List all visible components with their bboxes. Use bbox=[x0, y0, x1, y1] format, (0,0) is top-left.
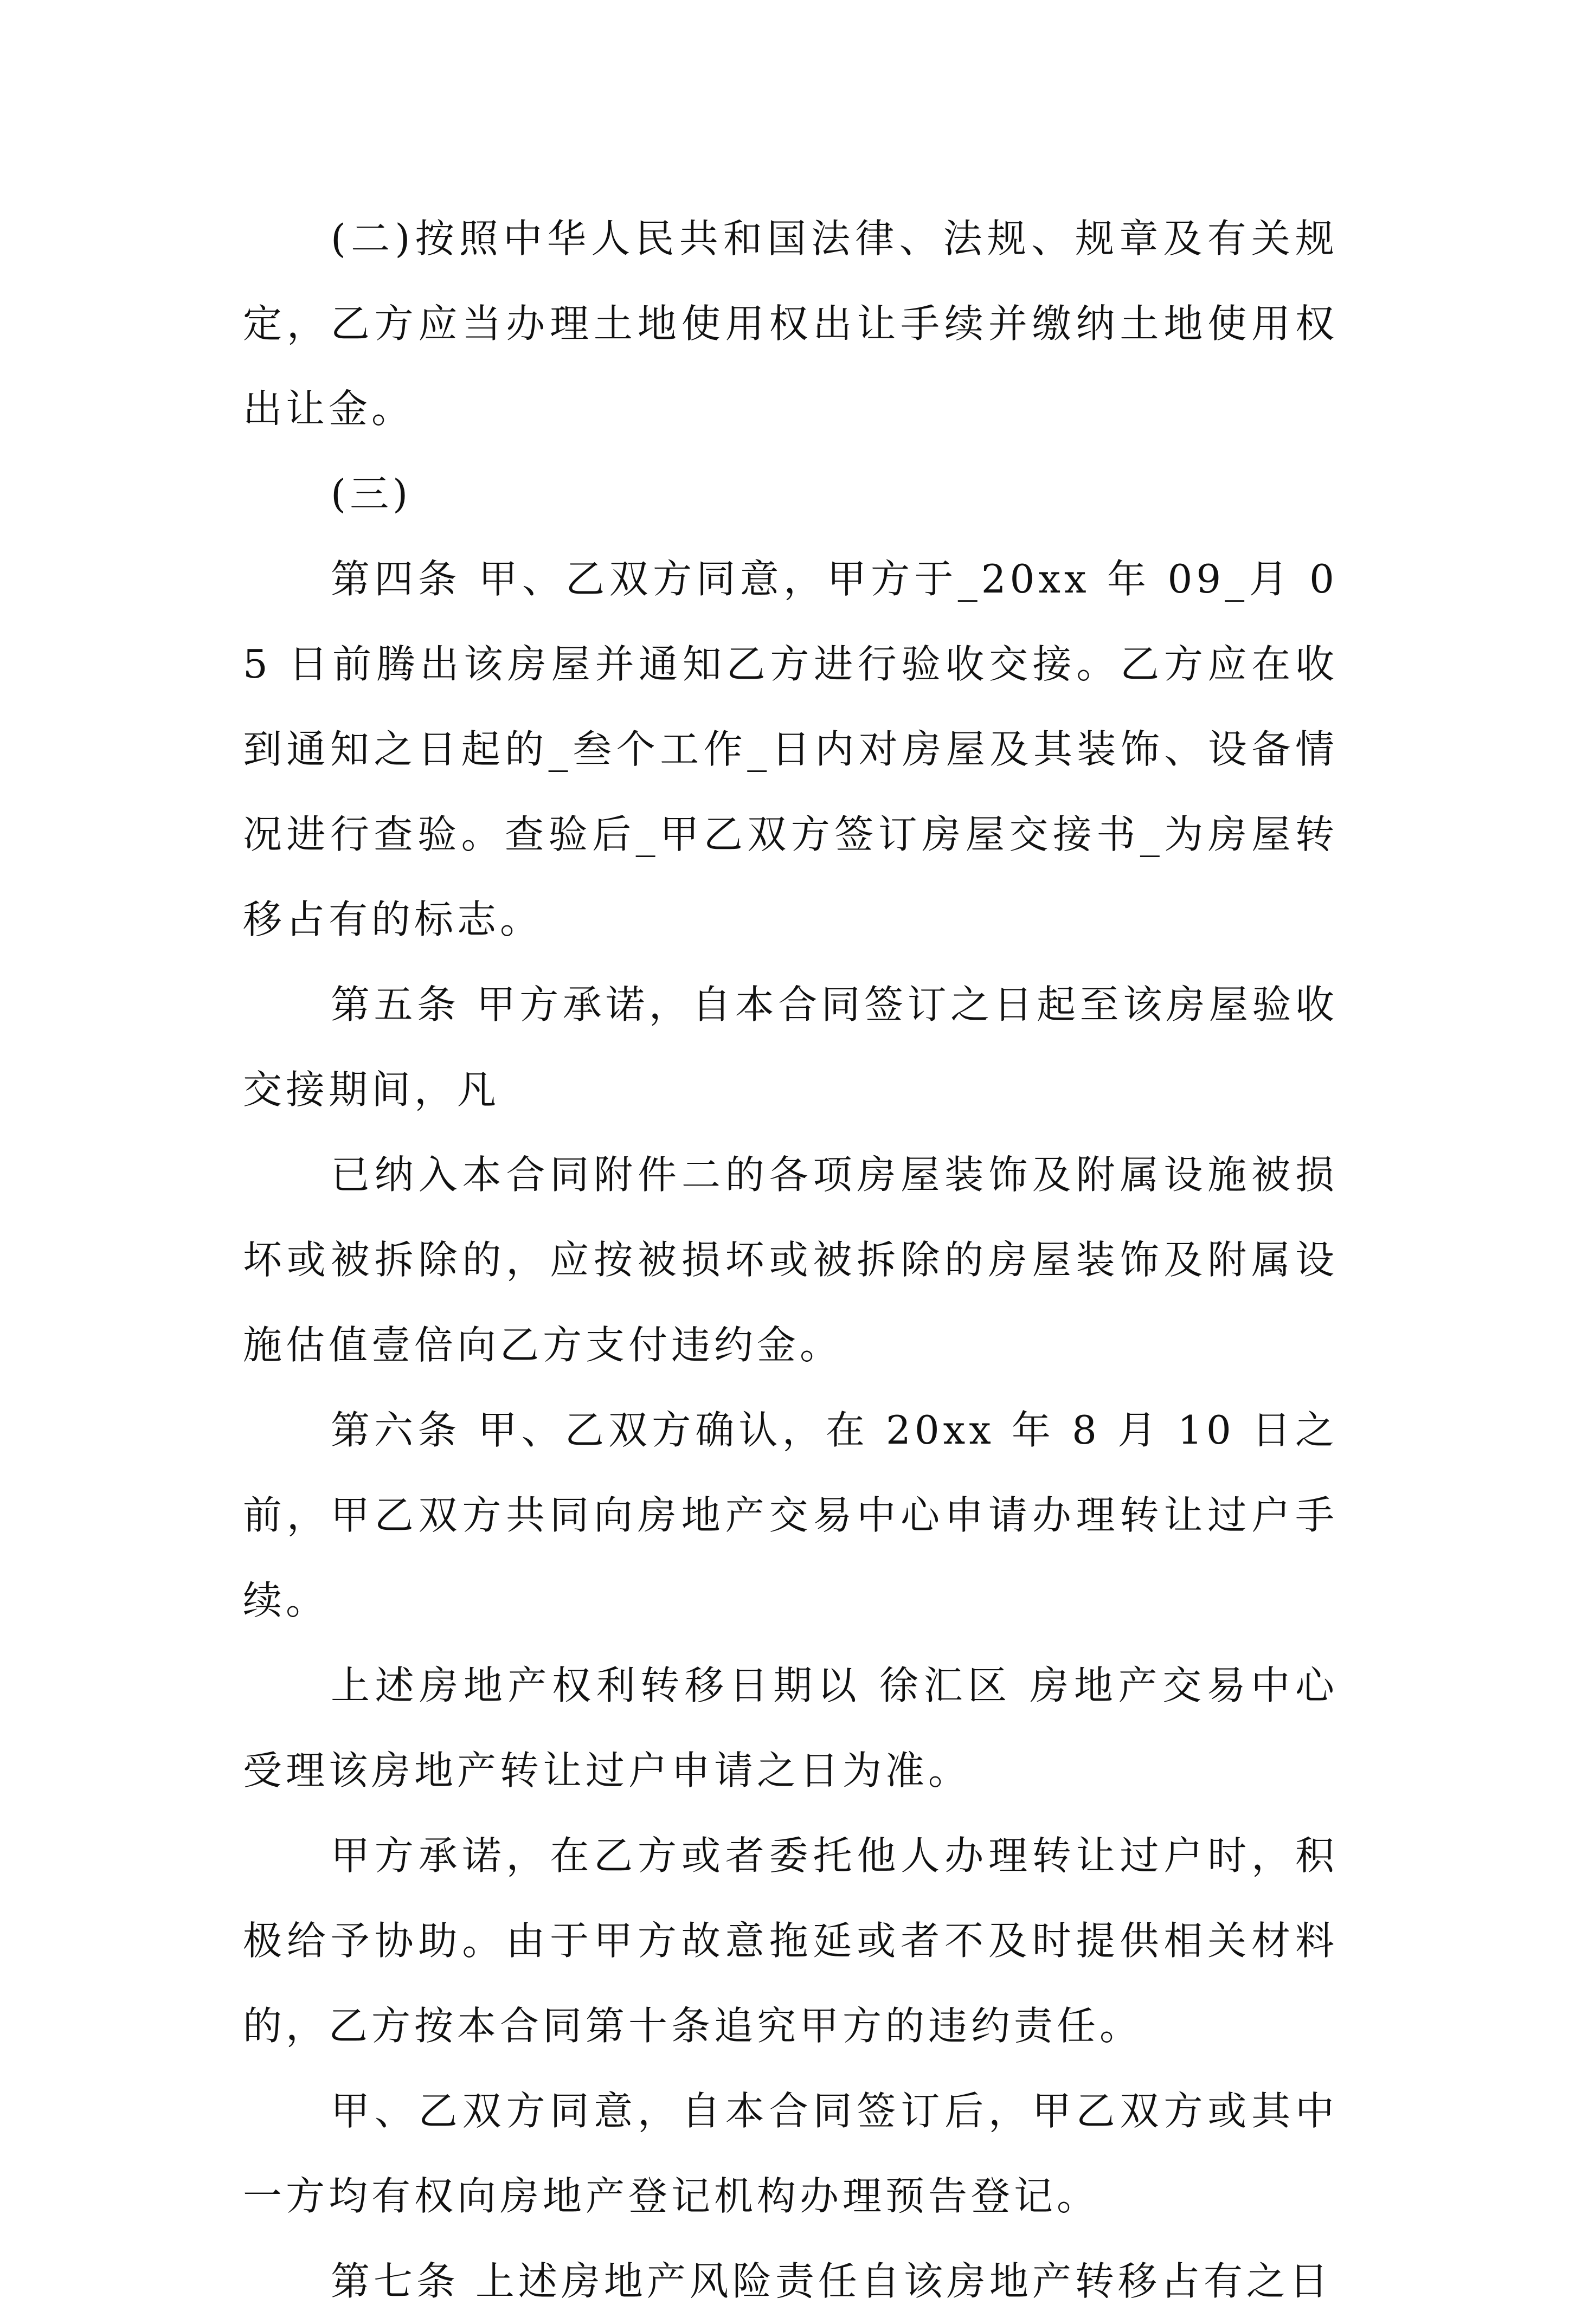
paragraph-transfer-date: 上述房地产权利转移日期以 徐汇区 房地产交易中心受理该房地产转让过户申请之日为准。 bbox=[243, 1663, 1338, 1793]
paragraph-article-five: 第五条 甲方承诺，自本合同签订之日起至该房屋验收交接期间，凡 bbox=[243, 982, 1338, 1112]
paragraph-article-four: 第四条 甲、乙双方同意，甲方于_20xx 年 09_月 05 日前腾出该房屋并通知乙方进行验收交接。乙方应在收到通知之日起的_叁个工作_日内对房屋及其装饰、设备情况进行查验。查验后_甲乙双方签订房屋交接书_为房屋转移占有的标志。 bbox=[243, 556, 1338, 942]
paragraph-article-seven: 第七条 上述房地产风险责任自该房地产转移占有之日 bbox=[331, 2258, 1332, 2304]
paragraph-item-three: (三) bbox=[331, 471, 412, 517]
document-body bbox=[243, 196, 1338, 2324]
paragraph-article-six: 第六条 甲、乙双方确认，在 20xx 年 8 月 10 日之前，甲乙双方共同向房地产交易中心申请办理转让过户手续。 bbox=[243, 1407, 1338, 1623]
paragraph-land-use-right: (二)按照中华人民共和国法律、法规、规章及有关规定，乙方应当办理土地使用权出让手续并缴纳土地使用权出让金。 bbox=[243, 216, 1338, 432]
paragraph-advance-registration: 甲、乙双方同意，自本合同签订后，甲乙双方或其中一方均有权向房地产登记机构办理预告登记。 bbox=[243, 2088, 1338, 2219]
paragraph-party-a-commitment: 甲方承诺，在乙方或者委托他人办理转让过户时，积极给予协助。由于甲方故意拖延或者不及时提供相关材料的，乙方按本合同第十条追究甲方的违约责任。 bbox=[243, 1833, 1338, 2049]
paragraph-article-five-continued: 已纳入本合同附件二的各项房屋装饰及附属设施被损坏或被拆除的，应按被损坏或被拆除的房屋装饰及附属设施估值壹倍向乙方支付违约金。 bbox=[243, 1152, 1338, 1368]
